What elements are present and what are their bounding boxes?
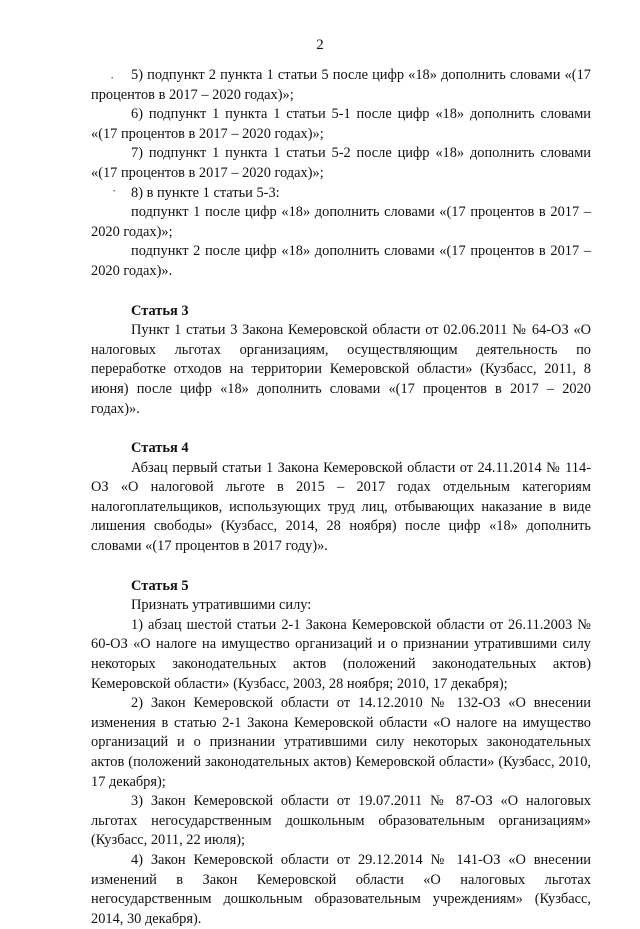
document-body [91, 66, 591, 929]
paragraph-item-6: 6) подпункт 1 пункта 1 статьи 5-1 после цифр «18» дополнить словами «(17 процентов в 2017 – 2020 годах)»; [91, 106, 591, 142]
article-4-heading: Статья 4 [131, 440, 189, 457]
paragraph-subitem-1: подпункт 1 после цифр «18» дополнить словами «(17 процентов в 2017 – 2020 годах)»; [91, 204, 591, 240]
paragraph-item-7: 7) подпункт 1 пункта 1 статьи 5-2 после цифр «18» дополнить словами «(17 процентов в 2017 – 2020 годах)»; [91, 145, 591, 181]
article-5-heading: Статья 5 [131, 577, 189, 594]
article-3-text: Пункт 1 статьи 3 Закона Кемеровской области от 02.06.2011 № 64-ОЗ «О налоговых льготах организациям, осуществляющим деятельность по переработке отходов на территории Кемеровской области» (Кузбасс, 2011, 8 июня) после цифр «18» дополнить словами «(17 процентов в 2017 – 2020 годах)». [91, 322, 591, 417]
article-5-intro: Признать утратившими силу: [131, 597, 312, 614]
scan-mark: · [112, 183, 117, 198]
article-3-heading: Статья 3 [131, 302, 189, 319]
page-number: 2 [316, 37, 324, 53]
article-4-text: Абзац первый статьи 1 Закона Кемеровской области от 24.11.2014 № 114-ОЗ «О налоговой льготе в 2015 – 2017 годах отдельным категориям налогоплательщиков, использующих труд лиц, отбывающих наказание в виде лишения свободы» (Кузбасс, 2014, 28 ноября) после цифр «18» дополнить словами «(17 процентов в 2017 году)». [91, 459, 591, 555]
article-5-item-2: 2) Закон Кемеровской области от 14.12.2010 № 132-ОЗ «О внесении изменения в статью 2-1 Закона Кемеровской области «О налоге на имущество организаций и о признании утратившими силу некоторых законодательных актов (положений законодательных актов) Кемеровской области» (Кузбасс, 2010, 17 декабря); [91, 695, 591, 790]
paragraph-item-8: 8) в пункте 1 статьи 5-3: [131, 184, 280, 201]
scan-mark: · [110, 70, 115, 85]
paragraph-item-5: 5) подпункт 2 пункта 1 статьи 5 после цифр «18» дополнить словами «(17 процентов в 2017 – 2020 годах)»; [91, 67, 591, 103]
article-5-item-4: 4) Закон Кемеровской области от 29.12.2014 № 141-ОЗ «О внесении изменений в Закон Кемеровской области «О налоговых льготах негосударственным дошкольным образовательным учреждениям» (Кузбасс, 2014, 30 декабря). [91, 851, 591, 927]
paragraph-subitem-2: подпункт 2 после цифр «18» дополнить словами «(17 процентов в 2017 – 2020 годах)». [91, 243, 591, 279]
article-5-item-3: 3) Закон Кемеровской области от 19.07.2011 № 87-ОЗ «О налоговых льготах негосударственным дошкольным образовательным организациям» (Кузбасс, 2011, 22 июля); [91, 793, 591, 849]
article-5-item-1: 1) абзац шестой статьи 2-1 Закона Кемеровской области от 26.11.2003 № 60-ОЗ «О налоге на имущество организаций и о признании утратившими силу некоторых законодательных актов (положений законодательных актов) Кемеровской области» (Кузбасс, 2003, 28 ноября; 2010, 17 декабря); [91, 616, 591, 692]
